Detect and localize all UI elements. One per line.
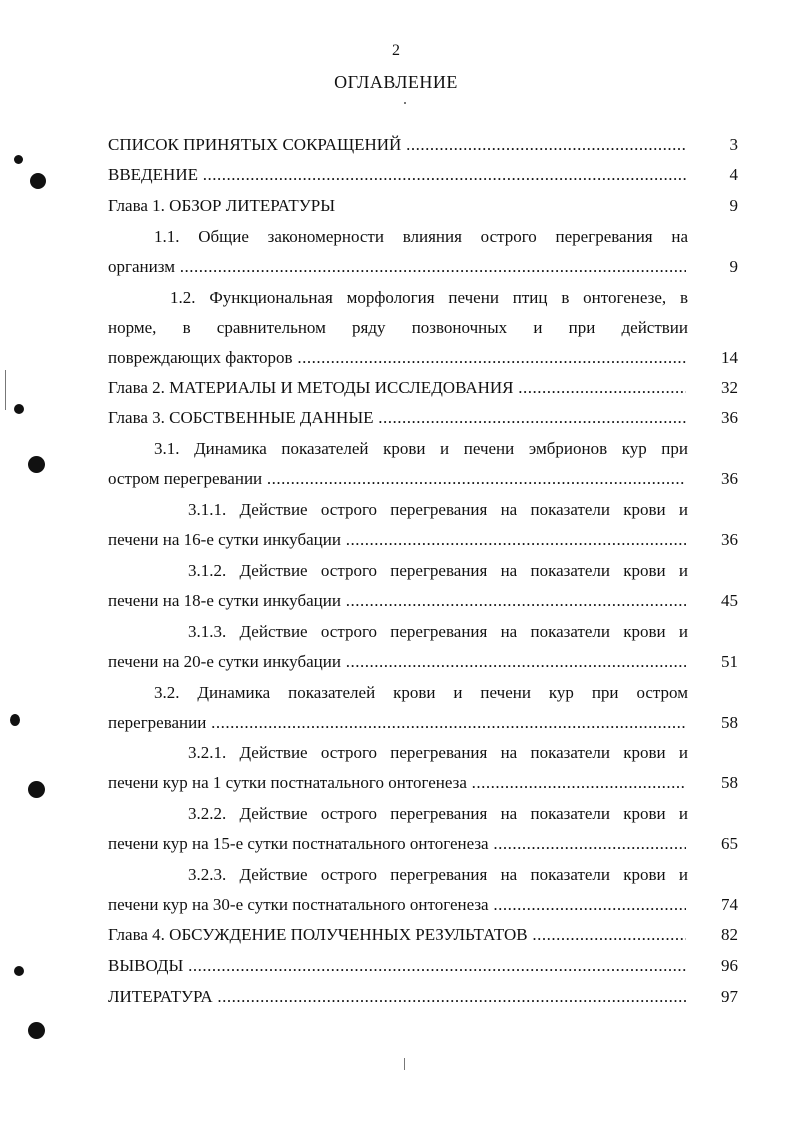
toc-entry-text: печени на 20-е сутки инкубации bbox=[108, 652, 341, 671]
dot-leader bbox=[374, 408, 686, 427]
toc-entry-3-1-1-line2[interactable] bbox=[108, 528, 686, 552]
toc-entry-text: Глава 3. СОБСТВЕННЫЕ ДАННЫЕ bbox=[108, 408, 374, 427]
toc-entry-3-2-line1[interactable]: 3.2. Динамика показателей крови и печени кур при остром bbox=[154, 683, 688, 702]
toc-title: ОГЛАВЛЕНИЕ bbox=[334, 72, 458, 92]
dot-leader bbox=[175, 257, 686, 276]
scan-artifact-dot bbox=[404, 102, 406, 104]
toc-page: 9 bbox=[729, 257, 738, 276]
scan-artifact-line bbox=[5, 370, 6, 410]
toc-entry-3-2-1-line1[interactable]: 3.2.1. Действие острого перегревания на показатели крови и bbox=[188, 743, 688, 762]
dot-leader bbox=[341, 652, 686, 671]
scan-artifact-line bbox=[404, 1058, 405, 1070]
toc-entry-3-2-line2[interactable] bbox=[108, 711, 686, 735]
toc-entry-3-1-line2[interactable] bbox=[108, 467, 686, 491]
toc-entry-text: перегревании bbox=[108, 713, 207, 732]
toc-entry-abbreviations[interactable] bbox=[108, 133, 686, 157]
toc-page: 58 bbox=[721, 773, 738, 792]
binder-hole-mark bbox=[14, 966, 24, 976]
toc-entry-text: организм bbox=[108, 257, 175, 276]
toc-entry-3-1-3-line1[interactable]: 3.1.3. Действие острого перегревания на показатели крови и bbox=[188, 622, 688, 641]
toc-entry-text: Глава 4. ОБСУЖДЕНИЕ ПОЛУЧЕННЫХ РЕЗУЛЬТАТОВ bbox=[108, 925, 528, 944]
toc-page: 32 bbox=[721, 378, 738, 397]
toc-entry-text: печени на 16-е сутки инкубации bbox=[108, 530, 341, 549]
toc-entry-3-2-3-line1[interactable]: 3.2.3. Действие острого перегревания на показатели крови и bbox=[188, 865, 688, 884]
dot-leader bbox=[528, 925, 686, 944]
toc-page: 96 bbox=[721, 956, 738, 975]
toc-page: 82 bbox=[721, 925, 738, 944]
toc-entry-literature[interactable] bbox=[108, 985, 686, 1009]
toc-page: 36 bbox=[721, 408, 738, 427]
toc-page: 97 bbox=[721, 987, 738, 1006]
toc-entry-3-1-line1[interactable]: 3.1. Динамика показателей крови и печени эмбрионов кур при bbox=[154, 439, 688, 458]
binder-hole-mark bbox=[14, 155, 23, 164]
toc-entry-3-2-2-line1[interactable]: 3.2.2. Действие острого перегревания на показатели крови и bbox=[188, 804, 688, 823]
toc-entry-chapter-1[interactable]: Глава 1. ОБЗОР ЛИТЕРАТУРЫ bbox=[108, 196, 336, 215]
toc-page: 58 bbox=[721, 713, 738, 732]
toc-entry-1-2-line1[interactable]: 1.2. Функциональная морфология печени птиц в онтогенезе, в bbox=[170, 288, 688, 307]
toc-entry-3-2-2-line2[interactable] bbox=[108, 832, 686, 856]
dot-leader bbox=[206, 713, 686, 732]
toc-page: 65 bbox=[721, 834, 738, 853]
toc-entry-3-1-3-line2[interactable] bbox=[108, 650, 686, 674]
dot-leader bbox=[489, 895, 686, 914]
dot-leader bbox=[262, 469, 686, 488]
toc-entry-1-2-line3[interactable] bbox=[108, 346, 686, 370]
dot-leader bbox=[213, 987, 686, 1006]
toc-entry-1-1-line1[interactable]: 1.1. Общие закономерности влияния острого перегревания на bbox=[154, 227, 688, 246]
toc-entry-introduction[interactable] bbox=[108, 163, 686, 187]
toc-entry-3-2-1-line2[interactable] bbox=[108, 771, 686, 795]
toc-entry-1-1-line2[interactable] bbox=[108, 255, 686, 279]
toc-page: 14 bbox=[721, 348, 738, 367]
toc-page: 51 bbox=[721, 652, 738, 671]
toc-page: 45 bbox=[721, 591, 738, 610]
toc-entry-chapter-3[interactable] bbox=[108, 406, 686, 430]
dot-leader bbox=[293, 348, 686, 367]
toc-entry-text: печени кур на 15-е сутки постнатального онтогенеза bbox=[108, 834, 489, 853]
toc-page: 3 bbox=[729, 135, 738, 154]
toc-page: 4 bbox=[729, 165, 738, 184]
binder-hole-mark bbox=[30, 173, 46, 189]
toc-entry-3-1-2-line2[interactable] bbox=[108, 589, 686, 613]
binder-hole-mark bbox=[28, 1022, 45, 1039]
binder-hole-mark bbox=[28, 781, 45, 798]
toc-entry-conclusions[interactable] bbox=[108, 954, 686, 978]
toc-entry-text: остром перегревании bbox=[108, 469, 263, 488]
binder-hole-mark bbox=[10, 714, 20, 726]
dot-leader bbox=[401, 135, 686, 154]
toc-page: 36 bbox=[721, 530, 738, 549]
binder-hole-mark bbox=[28, 456, 45, 473]
toc-entry-3-1-1-line1[interactable]: 3.1.1. Действие острого перегревания на показатели крови и bbox=[188, 500, 688, 519]
dot-leader bbox=[341, 591, 686, 610]
toc-entry-3-1-2-line1[interactable]: 3.1.2. Действие острого перегревания на показатели крови и bbox=[188, 561, 688, 580]
dot-leader bbox=[198, 165, 686, 184]
dot-leader bbox=[514, 378, 686, 397]
dot-leader bbox=[467, 773, 686, 792]
dot-leader bbox=[183, 956, 686, 975]
toc-entry-text: печени на 18-е сутки инкубации bbox=[108, 591, 341, 610]
toc-entry-text: Глава 2. МАТЕРИАЛЫ И МЕТОДЫ ИССЛЕДОВАНИЯ bbox=[108, 378, 514, 397]
toc-entry-text: ВВЕДЕНИЕ bbox=[108, 165, 198, 184]
toc-page: 36 bbox=[721, 469, 738, 488]
toc-entry-text: повреждающих факторов bbox=[108, 348, 293, 367]
toc-entry-text: ВЫВОДЫ bbox=[108, 956, 184, 975]
dot-leader bbox=[341, 530, 686, 549]
toc-entry-text: печени кур на 1 сутки постнатального онтогенеза bbox=[108, 773, 467, 792]
toc-entry-3-2-3-line2[interactable] bbox=[108, 893, 686, 917]
toc-entry-1-2-line2[interactable]: норме, в сравнительном ряду позвоночных и при действии bbox=[108, 318, 688, 337]
binder-hole-mark bbox=[14, 404, 24, 414]
toc-page: 9 bbox=[729, 196, 738, 215]
dot-leader bbox=[489, 834, 686, 853]
toc-page: 74 bbox=[721, 895, 738, 914]
toc-entry-text: СПИСОК ПРИНЯТЫХ СОКРАЩЕНИЙ bbox=[108, 135, 402, 154]
toc-entry-text: ЛИТЕРАТУРА bbox=[108, 987, 213, 1006]
toc-entry-chapter-4[interactable] bbox=[108, 923, 686, 947]
page-number: 2 bbox=[392, 42, 400, 59]
toc-entry-chapter-2[interactable] bbox=[108, 376, 686, 400]
toc-entry-text: печени кур на 30-е сутки постнатального онтогенеза bbox=[108, 895, 489, 914]
